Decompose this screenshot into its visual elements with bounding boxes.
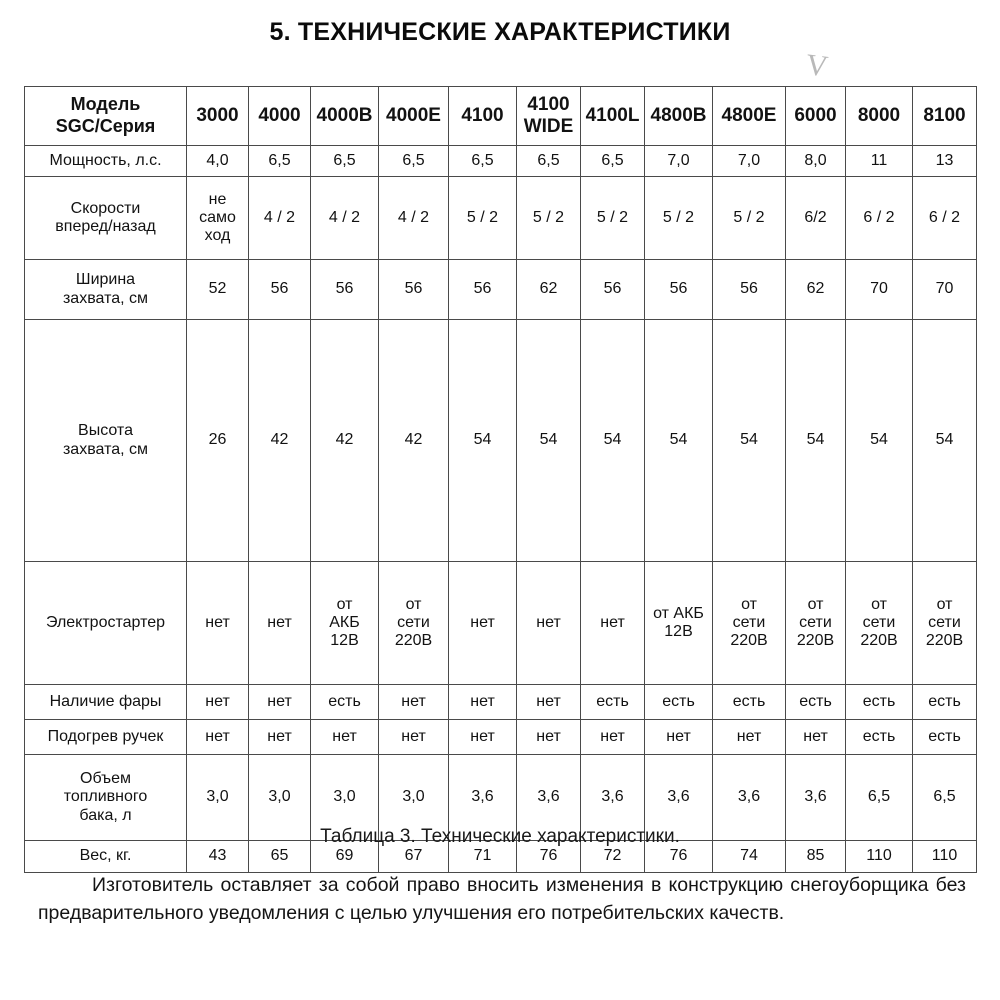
cell-height-8100: 54 — [913, 320, 977, 562]
cell-weight-6000: 85 — [786, 841, 846, 873]
cell-headlight-4000: нет — [249, 685, 311, 720]
cell-starter-4800b: от АКБ 12В — [645, 562, 713, 685]
cell-power-4100wide: 6,5 — [517, 146, 581, 177]
cell-headlight-4000b: есть — [311, 685, 379, 720]
cell-weight-4100l: 72 — [581, 841, 645, 873]
cell-weight-4000e: 67 — [379, 841, 449, 873]
cell-weight-4100: 71 — [449, 841, 517, 873]
cell-starter-4100l: нет — [581, 562, 645, 685]
cell-grips-4100: нет — [449, 720, 517, 755]
cell-height-4100wide: 54 — [517, 320, 581, 562]
cell-starter-4000e: от сети 220В — [379, 562, 449, 685]
cell-tank-8000: 6,5 — [846, 755, 913, 841]
cell-grips-4800b: нет — [645, 720, 713, 755]
cell-width-4800e: 56 — [713, 260, 786, 320]
cell-starter-3000: нет — [187, 562, 249, 685]
cell-grips-4000: нет — [249, 720, 311, 755]
cell-height-4100l: 54 — [581, 320, 645, 562]
specifications-table — [24, 86, 977, 873]
cell-speeds-4000: 4 / 2 — [249, 177, 311, 260]
cell-width-3000: 52 — [187, 260, 249, 320]
column-header-4000e: 4000E — [379, 87, 449, 146]
column-header-4000: 4000 — [249, 87, 311, 146]
table-row-speeds — [25, 177, 977, 260]
cell-power-3000: 4,0 — [187, 146, 249, 177]
cell-starter-4100wide: нет — [517, 562, 581, 685]
table-caption: Таблица 3. Технические характеристики. — [320, 826, 680, 847]
cell-grips-4000b: нет — [311, 720, 379, 755]
cell-headlight-4100wide: нет — [517, 685, 581, 720]
row-label-heated-grips: Подогрев ручек — [25, 720, 187, 755]
cell-headlight-4000e: нет — [379, 685, 449, 720]
table-row-headlight — [25, 685, 977, 720]
cell-grips-4000e: нет — [379, 720, 449, 755]
cell-width-4100: 56 — [449, 260, 517, 320]
cell-height-6000: 54 — [786, 320, 846, 562]
cell-speeds-4100l: 5 / 2 — [581, 177, 645, 260]
row-label-power: Мощность, л.с. — [25, 146, 187, 177]
cell-tank-4000b: 3,0 — [311, 755, 379, 841]
cell-starter-4000: нет — [249, 562, 311, 685]
cell-headlight-8000: есть — [846, 685, 913, 720]
cell-headlight-8100: есть — [913, 685, 977, 720]
row-label-electric-starter: Электростартер — [25, 562, 187, 685]
cell-headlight-6000: есть — [786, 685, 846, 720]
cell-starter-4800e: от сети 220В — [713, 562, 786, 685]
row-label-fuel-tank: Объем топливного бака, л — [25, 755, 187, 841]
table-row-electric-starter — [25, 562, 977, 685]
scan-artifact-mark: V — [804, 48, 830, 84]
cell-tank-8100: 6,5 — [913, 755, 977, 841]
column-header-4000b: 4000B — [311, 87, 379, 146]
cell-tank-4100l: 3,6 — [581, 755, 645, 841]
cell-weight-4000: 65 — [249, 841, 311, 873]
column-header-8000: 8000 — [846, 87, 913, 146]
cell-weight-3000: 43 — [187, 841, 249, 873]
cell-speeds-4100wide: 5 / 2 — [517, 177, 581, 260]
cell-grips-8100: есть — [913, 720, 977, 755]
cell-weight-4800b: 76 — [645, 841, 713, 873]
cell-weight-4000b: 69 — [311, 841, 379, 873]
cell-grips-4100wide: нет — [517, 720, 581, 755]
cell-speeds-4000e: 4 / 2 — [379, 177, 449, 260]
table-body — [25, 146, 977, 873]
cell-height-4000: 42 — [249, 320, 311, 562]
cell-power-6000: 8,0 — [786, 146, 846, 177]
cell-tank-4100wide: 3,6 — [517, 755, 581, 841]
cell-power-4800b: 7,0 — [645, 146, 713, 177]
table-corner-header: Модель SGC/Серия — [25, 87, 187, 146]
column-header-4100wide: 4100 WIDE — [517, 87, 581, 146]
row-label-speeds: Скорости вперед/назад — [25, 177, 187, 260]
row-label-working-width: Ширина захвата, см — [25, 260, 187, 320]
row-label-weight: Вес, кг. — [25, 841, 187, 873]
column-header-4100l: 4100L — [581, 87, 645, 146]
cell-width-8100: 70 — [913, 260, 977, 320]
cell-tank-6000: 3,6 — [786, 755, 846, 841]
cell-tank-4800e: 3,6 — [713, 755, 786, 841]
cell-speeds-8000: 6 / 2 — [846, 177, 913, 260]
cell-width-4100wide: 62 — [517, 260, 581, 320]
column-header-4800b: 4800B — [645, 87, 713, 146]
cell-height-8000: 54 — [846, 320, 913, 562]
cell-starter-8100: от сети 220В — [913, 562, 977, 685]
cell-headlight-4100l: есть — [581, 685, 645, 720]
table-row-working-height — [25, 320, 977, 562]
cell-grips-4800e: нет — [713, 720, 786, 755]
cell-grips-8000: есть — [846, 720, 913, 755]
column-header-8100: 8100 — [913, 87, 977, 146]
cell-speeds-3000: не само ход — [187, 177, 249, 260]
cell-starter-6000: от сети 220В — [786, 562, 846, 685]
cell-height-3000: 26 — [187, 320, 249, 562]
cell-power-4000b: 6,5 — [311, 146, 379, 177]
table-header — [25, 87, 977, 146]
cell-weight-4800e: 74 — [713, 841, 786, 873]
cell-power-4100: 6,5 — [449, 146, 517, 177]
cell-speeds-4000b: 4 / 2 — [311, 177, 379, 260]
cell-tank-4100: 3,6 — [449, 755, 517, 841]
cell-height-4800e: 54 — [713, 320, 786, 562]
cell-tank-3000: 3,0 — [187, 755, 249, 841]
cell-power-4000e: 6,5 — [379, 146, 449, 177]
cell-weight-8100: 110 — [913, 841, 977, 873]
cell-power-4100l: 6,5 — [581, 146, 645, 177]
column-header-4100: 4100 — [449, 87, 517, 146]
cell-headlight-4800b: есть — [645, 685, 713, 720]
table-header-row — [25, 87, 977, 146]
cell-width-8000: 70 — [846, 260, 913, 320]
cell-width-4000e: 56 — [379, 260, 449, 320]
cell-power-4000: 6,5 — [249, 146, 311, 177]
cell-width-4000b: 56 — [311, 260, 379, 320]
cell-speeds-4800e: 5 / 2 — [713, 177, 786, 260]
cell-width-4800b: 56 — [645, 260, 713, 320]
cell-height-4000b: 42 — [311, 320, 379, 562]
cell-tank-4800b: 3,6 — [645, 755, 713, 841]
cell-height-4100: 54 — [449, 320, 517, 562]
cell-width-4000: 56 — [249, 260, 311, 320]
cell-grips-4100l: нет — [581, 720, 645, 755]
disclaimer-paragraph: Изготовитель оставляет за собой право вносить изменения в конструкцию снегоуборщика без предварительного уведомления с целью улучшения его потребительских качеств. — [38, 874, 966, 924]
cell-weight-4100wide: 76 — [517, 841, 581, 873]
cell-power-8100: 13 — [913, 146, 977, 177]
cell-power-8000: 11 — [846, 146, 913, 177]
table-row-power — [25, 146, 977, 177]
cell-speeds-8100: 6 / 2 — [913, 177, 977, 260]
cell-width-6000: 62 — [786, 260, 846, 320]
cell-weight-8000: 110 — [846, 841, 913, 873]
cell-tank-4000: 3,0 — [249, 755, 311, 841]
cell-headlight-4100: нет — [449, 685, 517, 720]
cell-grips-3000: нет — [187, 720, 249, 755]
table-row-working-width — [25, 260, 977, 320]
cell-starter-8000: от сети 220В — [846, 562, 913, 685]
row-label-working-height: Высота захвата, см — [25, 320, 187, 562]
cell-starter-4100: нет — [449, 562, 517, 685]
column-header-3000: 3000 — [187, 87, 249, 146]
cell-height-4000e: 42 — [379, 320, 449, 562]
cell-headlight-3000: нет — [187, 685, 249, 720]
column-header-6000: 6000 — [786, 87, 846, 146]
row-label-headlight: Наличие фары — [25, 685, 187, 720]
cell-tank-4000e: 3,0 — [379, 755, 449, 841]
table-row-heated-grips — [25, 720, 977, 755]
cell-width-4100l: 56 — [581, 260, 645, 320]
cell-grips-6000: нет — [786, 720, 846, 755]
specifications-table-container — [24, 86, 976, 873]
cell-speeds-4100: 5 / 2 — [449, 177, 517, 260]
page-title: 5. ТЕХНИЧЕСКИЕ ХАРАКТЕРИСТИКИ — [269, 18, 731, 46]
cell-starter-4000b: от АКБ 12В — [311, 562, 379, 685]
cell-speeds-4800b: 5 / 2 — [645, 177, 713, 260]
cell-speeds-6000: 6/2 — [786, 177, 846, 260]
cell-headlight-4800e: есть — [713, 685, 786, 720]
cell-power-4800e: 7,0 — [713, 146, 786, 177]
cell-height-4800b: 54 — [645, 320, 713, 562]
column-header-4800e: 4800E — [713, 87, 786, 146]
